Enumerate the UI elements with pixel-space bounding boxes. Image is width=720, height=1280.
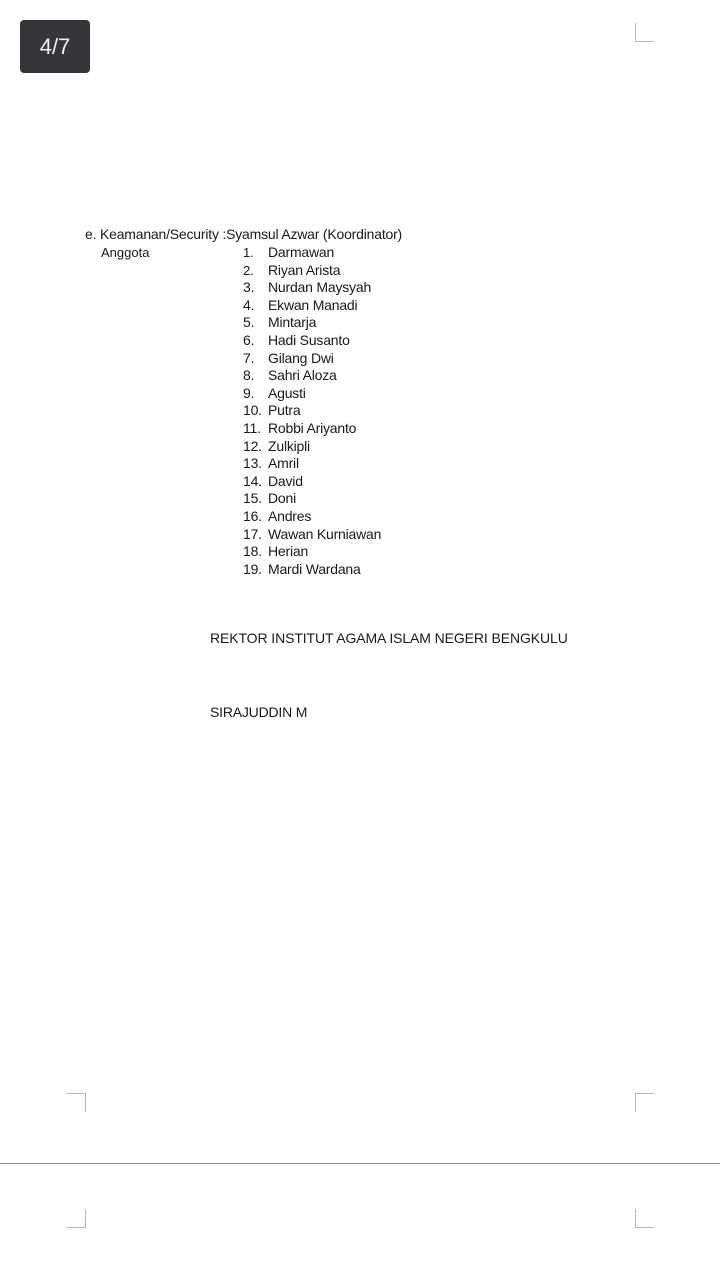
- crop-mark-next-page-left: [67, 1209, 86, 1228]
- list-item: [243, 367, 381, 385]
- list-number: 4.: [243, 296, 255, 313]
- crop-mark-bottom-right: [635, 1093, 654, 1112]
- list-number: 13.: [243, 455, 262, 472]
- list-number: 16.: [243, 507, 262, 524]
- member-name: Robbi Ariyanto: [268, 419, 357, 436]
- member-name: David: [268, 472, 303, 489]
- member-name: Agusti: [268, 384, 306, 401]
- signatory-title: REKTOR INSTITUT AGAMA ISLAM NEGERI BENGKULU: [210, 630, 568, 646]
- list-number: 7.: [243, 349, 255, 366]
- list-item: [243, 244, 381, 262]
- list-item: [243, 455, 381, 473]
- members-label: Anggota: [101, 245, 150, 260]
- list-number: 6.: [243, 331, 255, 348]
- list-item: [243, 314, 381, 332]
- section-heading: e. Keamanan/Security :Syamsul Azwar (Koordinator): [85, 226, 403, 242]
- member-name: Hadi Susanto: [268, 331, 350, 348]
- member-name: Putra: [268, 402, 301, 419]
- member-name: Gilang Dwi: [268, 349, 334, 366]
- list-item: [243, 526, 381, 544]
- page-indicator: 4/7: [20, 20, 90, 73]
- member-name: Wawan Kurniawan: [268, 525, 382, 542]
- member-name: Andres: [268, 507, 312, 524]
- list-item: [243, 490, 381, 508]
- member-name: Mintarja: [268, 314, 317, 331]
- list-item: [243, 561, 381, 579]
- list-number: 12.: [243, 437, 262, 454]
- page-divider: [0, 1163, 720, 1164]
- list-number: 14.: [243, 472, 262, 489]
- member-name: Nurdan Maysyah: [268, 279, 372, 296]
- member-name: Doni: [268, 490, 296, 507]
- member-name: Zulkipli: [268, 437, 310, 454]
- member-name: Herian: [268, 543, 309, 560]
- list-number: 11.: [243, 419, 261, 436]
- crop-mark-top-right: [635, 23, 654, 42]
- member-name: Riyan Arista: [268, 261, 341, 278]
- list-item: [243, 473, 381, 491]
- list-number: 1.: [243, 245, 254, 260]
- list-number: 8.: [243, 367, 255, 384]
- list-number: 2.: [243, 262, 254, 278]
- list-number: 19.: [243, 560, 262, 577]
- crop-mark-next-page-right: [635, 1209, 654, 1228]
- member-name: Mardi Wardana: [268, 560, 361, 577]
- list-item: [243, 262, 381, 280]
- list-number: 3.: [243, 279, 255, 296]
- list-item: [243, 543, 381, 561]
- list-number: 17.: [243, 525, 262, 542]
- list-number: 18.: [243, 543, 262, 560]
- list-item: [243, 385, 381, 403]
- member-name: Ekwan Manadi: [268, 296, 358, 313]
- list-number: 5.: [243, 314, 255, 331]
- list-item: [243, 402, 381, 420]
- signatory-name: SIRAJUDDIN M: [210, 704, 308, 720]
- list-item: [243, 420, 381, 438]
- list-item: [243, 332, 381, 350]
- member-name: Amril: [268, 455, 299, 472]
- list-number: 15.: [243, 490, 262, 507]
- list-item: [243, 297, 381, 315]
- list-item: [243, 350, 381, 368]
- member-name: Darmawan: [268, 244, 335, 260]
- list-number: 9.: [243, 384, 255, 401]
- crop-mark-bottom-left: [67, 1093, 86, 1112]
- member-list: [243, 244, 381, 578]
- list-item: [243, 508, 381, 526]
- list-number: 10.: [243, 402, 262, 419]
- list-item: [243, 438, 381, 456]
- member-name: Sahri Aloza: [268, 367, 337, 384]
- list-item: [243, 279, 381, 297]
